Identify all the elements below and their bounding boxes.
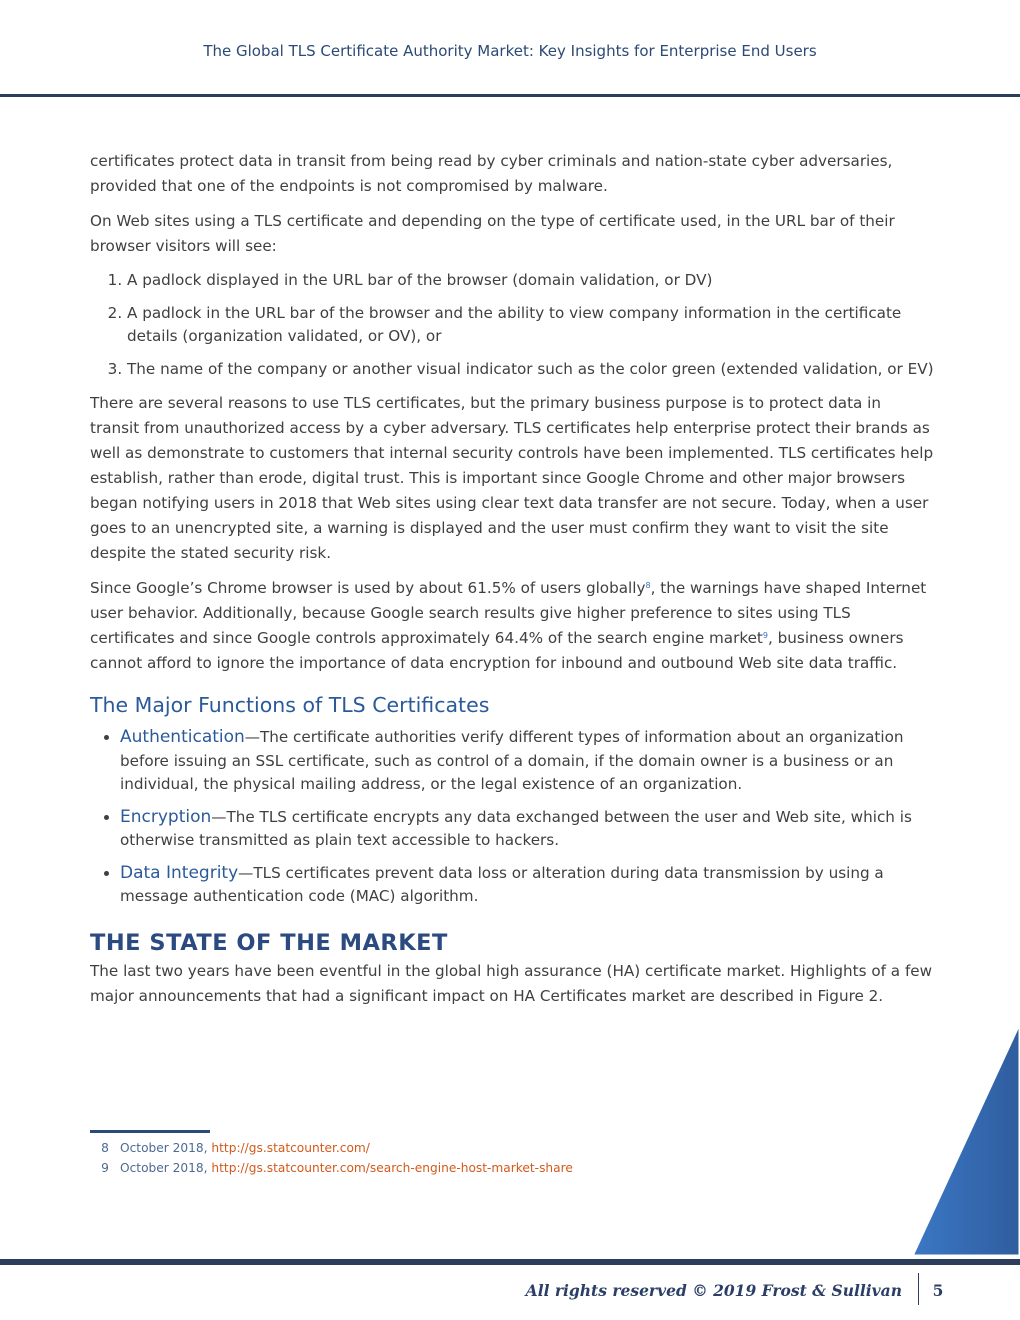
decorative-triangle [910, 1020, 1020, 1260]
list-item: 2. A padlock in the URL bar of the browser and the ability to view company information in the certificate details (organization validated, or OV), or [127, 302, 935, 348]
intro-paragraph-4 [90, 576, 935, 676]
function-description: —The TLS certificate encrypts any data exchanged between the user and Web site, which is otherwise transmitted as plain text accessible to hackers. [120, 807, 912, 849]
list-item [120, 862, 935, 909]
footnote-text: October 2018, [120, 1141, 212, 1155]
function-description: —The certificate authorities verify different types of information about an organization before issuing an SSL certificate, such as control of a domain, if the domain owner is a business or an individual, the physical mailing address, or the legal existence of an organization. [120, 728, 904, 793]
footnote-rule [90, 1130, 210, 1133]
footnote-link[interactable]: http://gs.statcounter.com/search-engine-host-market-share [211, 1161, 573, 1175]
paragraph-text: , the warnings have shaped Internet user behavior. Additionally, because Google search results give higher preference to sites using TLS certificates and since Google controls approximately 64.4% of the search engine market [90, 579, 927, 647]
market-heading: THE STATE OF THE MARKET [90, 929, 448, 956]
list-item [120, 726, 935, 797]
page-number: 5 [932, 1281, 944, 1300]
paragraph-text: Since Google’s Chrome browser is used by about 61.5% of users globally [90, 579, 646, 597]
footnote-text: October 2018, [120, 1161, 212, 1175]
intro-paragraph-3: There are several reasons to use TLS certificates, but the primary business purpose is to protect data in transit from unauthorized access by a cyber adversary. TLS certificates help enterprise protect their brands as well as demonstrate to customers that internal security controls have been implemented. TLS certificates help establish, rather than erode, digital trust. This is important since Google Chrome and other major browsers began notifying users in 2018 that Web sites using clear text data transfer are not secure. Today, when a user goes to an unencrypted site, a warning is displayed and the user must confirm they want to visit the site despite the stated security risk. [90, 394, 934, 562]
footer-copyright: All rights reserved © 2019 Frost & Sullivan [525, 1281, 902, 1300]
list-item: 3. The name of the company or another visual indicator such as the color green (extended validation, or EV) [127, 358, 935, 381]
running-header: The Global TLS Certificate Authority Market: Key Insights for Enterprise End Users [203, 42, 817, 60]
function-term: Authentication [120, 727, 245, 747]
certificate-levels-list [90, 269, 935, 381]
footnote-8 [90, 1138, 573, 1158]
footer-separator [918, 1273, 919, 1305]
footnotes [90, 1138, 573, 1178]
main-content [90, 149, 935, 1019]
intro-paragraph-2: On Web sites using a TLS certificate and depending on the type of certificate used, in the URL bar of their browser visitors will see: [90, 212, 895, 255]
footnote-number: 9 [101, 1161, 109, 1175]
intro-paragraph-1: certificates protect data in transit from being read by cyber criminals and nation-state cyber adversaries, provided that one of the endpoints is not compromised by malware. [90, 152, 893, 195]
list-item [120, 806, 935, 853]
header-rule [0, 94, 1020, 97]
footnote-9 [90, 1158, 573, 1178]
footnote-ref-8[interactable]: 8 [645, 581, 651, 590]
triangle-shape [912, 1022, 1020, 1256]
function-term: Data Integrity [120, 862, 239, 883]
functions-list [90, 726, 935, 909]
paragraph-text: , business owners cannot afford to ignore the importance of data encryption for inbound and outbound Web site data traffic. [90, 629, 904, 672]
footer-rule [0, 1259, 1020, 1265]
function-term: Encryption [120, 806, 212, 827]
footnote-number: 8 [101, 1141, 109, 1155]
functions-heading: The Major Functions of TLS Certificates [90, 693, 490, 717]
function-description: —TLS certificates prevent data loss or alteration during data transmission by using a message authentication code (MAC) algorithm. [120, 863, 884, 905]
footnote-link[interactable]: http://gs.statcounter.com/ [211, 1141, 370, 1155]
footnote-ref-9[interactable]: 9 [762, 631, 768, 640]
market-paragraph: The last two years have been eventful in the global high assurance (HA) certificate market. Highlights of a few major announcements that had a significant impact on HA Certificates market are described in Figure 2. [90, 961, 933, 1005]
list-item: 1. A padlock displayed in the URL bar of the browser (domain validation, or DV) [127, 269, 935, 292]
